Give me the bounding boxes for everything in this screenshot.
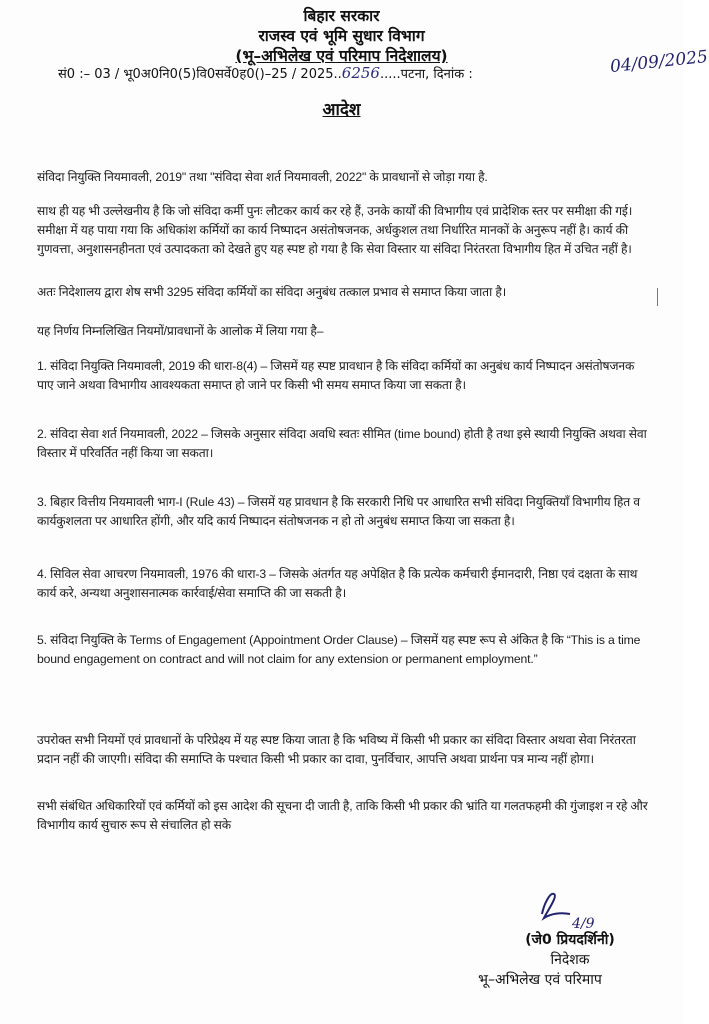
- signatory-office: भू–अभिलेख एवं परिमाप: [478, 972, 602, 988]
- closing-paragraph-2: सभी संबंधित अधिकारियों एवं कर्मियों को इस आदेश की सूचना दी जाती है, ताकि किसी भी प्रकार की भ्रांति या गलतफहमी की गुंजाइश न रहे और विभागीय कार्य सुचारु रूप से संचालित हो सके: [37, 799, 648, 832]
- department-name: राजस्व एवं भूमि सुधार विभाग: [258, 27, 425, 45]
- rule-item-4: 4. सिविल सेवा आचरण नियमावली, 1976 की धारा-3 – जिसके अंतर्गत यह अपेक्षित है कि प्रत्येक कर्मचारी ईमानदारी, निष्ठा एवं दक्षता के साथ कार्य करे, अन्यथा अनुशासनात्मक कार्रवाई/सेवा समाप्ति की जा सकती है।: [37, 567, 638, 600]
- directorate-name: (भू–अभिलेख एवं परिमाप निदेशालय): [235, 47, 448, 65]
- signatory-name: (जे0 प्रियदर्शिनी): [525, 932, 615, 948]
- paragraph-termination: अतः निदेशालय द्वारा शेष सभी 3295 संविदा कर्मियों का संविदा अनुबंध तत्काल प्रभाव से समाप्त किया जाता है।: [37, 285, 507, 299]
- order-title: आदेश: [322, 100, 361, 120]
- rule-item-3: 3. बिहार वित्तीय नियमावली भाग-I (Rule 43) – जिसमें यह प्रावधान है कि सरकारी निधि पर आधारित सभी संविदा नियुक्तियाँ विभागीय हित व कार्यकुशलता पर आधारित होंगी, और यदि कार्य निष्पादन संतोषजनक न हो तो अनुबंध समाप्त किया जा सकता है।: [37, 495, 640, 528]
- letterhead: [0, 6, 683, 66]
- rule-item-2: 2. संविदा सेवा शर्त नियमावली, 2022 – जिसके अनुसार संविदा अवधि स्वतः सीमित (time bound) होती है तथा इसे स्थायी नियुक्ति अथवा सेवा विस्तार में परिवर्तित नहीं किया जा सकता।: [37, 427, 647, 460]
- reference-prefix: सं0 :– 03 / भू0अ0नि0(5)वि0सर्वे0ह0()–25 / 2025..: [58, 67, 342, 82]
- closing-paragraph-1: उपरोक्त सभी नियमों एवं प्रावधानों के परिप्रेक्ष्य में यह स्पष्ट किया जाता है कि भविष्य में किसी भी प्रकार का संविदा विस्तार अथवा सेवा निरंतरता प्रदान नहीं की जाएगी। संविदा की समाप्ति के पश्चात किसी भी प्रकार का दावा, पुनर्विचार, आपत्ति अथवा प्रार्थना पत्र मान्य नहीं होगा।: [37, 733, 636, 766]
- handwritten-letter-number: 6256: [341, 64, 380, 82]
- signature-mark: [530, 884, 610, 934]
- paragraph-intro: संविदा नियुक्ति नियमावली, 2019" तथा "संविदा सेवा शर्त नियमावली, 2022" के प्रावधानों से जोड़ा गया है.: [37, 170, 488, 184]
- government-name: बिहार सरकार: [303, 7, 380, 25]
- signatory-block: [470, 930, 670, 990]
- paragraph-basis: यह निर्णय निम्नलिखित नियमों/प्रावधानों के आलोक में लिया गया है–: [37, 324, 324, 338]
- signatory-designation: निदेशक: [550, 952, 590, 968]
- signature-handwritten-date: 4/9: [572, 916, 595, 932]
- rule-item-5: 5. संविदा नियुक्ति के Terms of Engagement (Appointment Order Clause) – जिसमें यह स्पष्ट रूप से अंकित है कि “This is a time bound engagement on contract and will not claim for any extension or permanent employment.”: [37, 633, 641, 666]
- signature-stroke: [542, 894, 570, 918]
- paragraph-review: साथ ही यह भी उल्लेखनीय है कि जो संविदा कर्मी पुनः लौटकर कार्य कर रहे हैं, उनके कार्यों की विभागीय एवं प्रादेशिक स्तर पर समीक्षा की गई। समीक्षा में यह पाया गया कि अधिकांश कर्मियों का कार्य निष्पादन असंतोषजनक, अर्धकुशल तथा निर्धारित मानकों के अनुरूप नहीं है। कार्य की गुणवत्ता, अनुशासनहीनता एवं उत्पादकता को देखते हुए यह स्पष्ट हो गया है कि सेवा विस्तार या संविदा निरंतरता विभागीय हित में उचित नहीं है।: [37, 204, 633, 256]
- scan-edge-mark: [657, 288, 658, 306]
- handwritten-date: 04/09/2025: [609, 46, 709, 78]
- reference-suffix: .....पटना, दिनांक :: [379, 67, 473, 82]
- rule-item-1: 1. संविदा नियुक्ति नियमावली, 2019 की धारा-8(4) – जिसमें यह स्पष्ट प्रावधान है कि संविदा कर्मियों का अनुबंध कार्य निष्पादन असंतोषजनक पाए जाने अथवा विभागीय आवश्यकता समाप्त हो जाने पर किसी भी समय समाप्त किया जा सकता है।: [37, 359, 635, 392]
